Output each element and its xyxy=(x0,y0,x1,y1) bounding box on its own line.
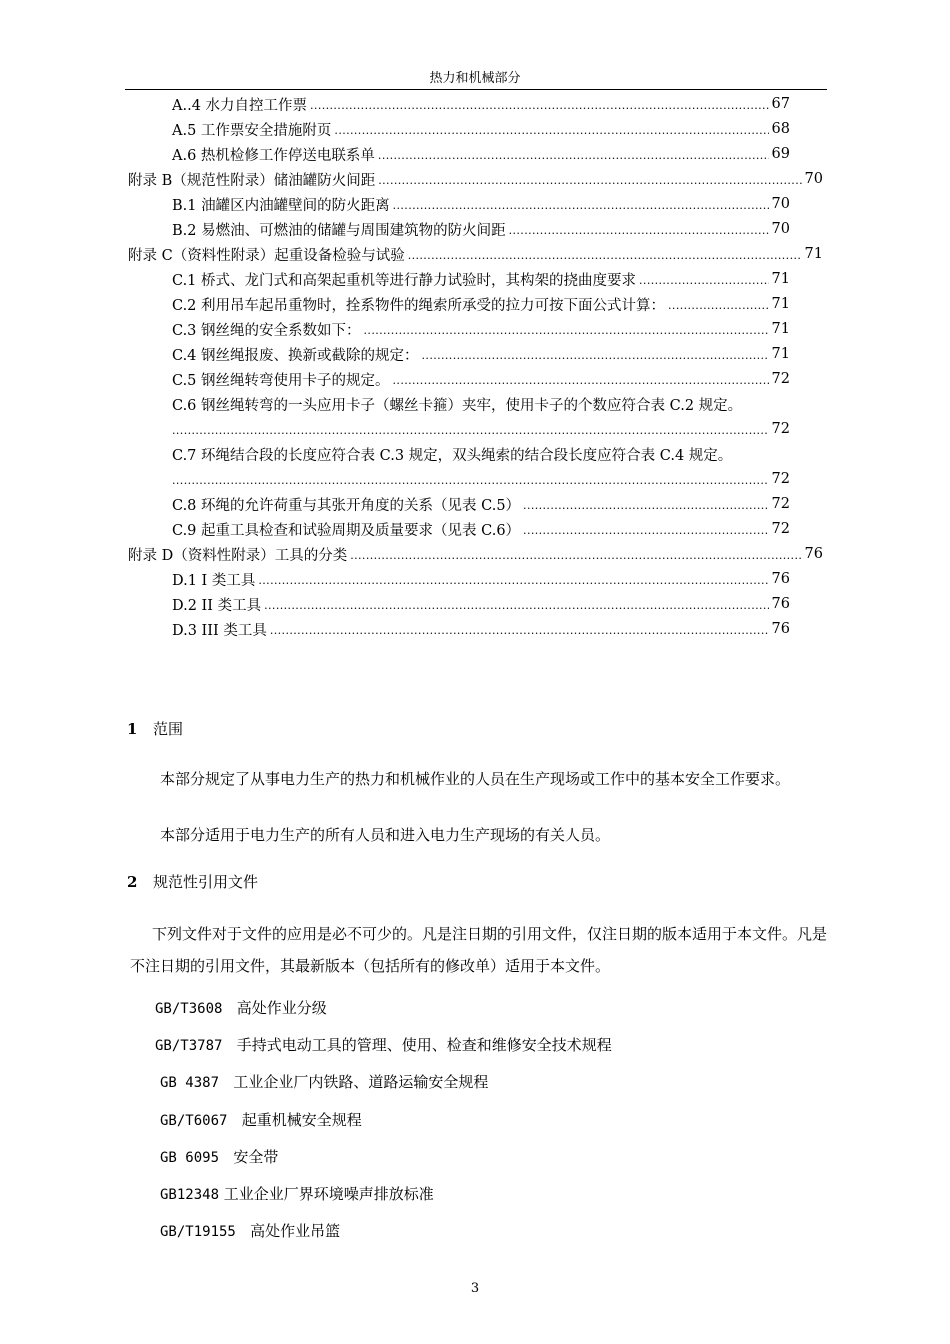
toc-entry[interactable] xyxy=(128,167,823,191)
toc-entry-text: B.2 易燃油、可燃油的储罐与周围建筑物的防火间距 xyxy=(172,222,506,239)
toc-entry-text: A..4 水力自控工作票 xyxy=(172,97,308,114)
toc-entry[interactable] xyxy=(172,592,790,616)
toc-entry-text: D.2 II 类工具 xyxy=(172,597,262,614)
toc-entry-text: C.5 钢丝绳转弯使用卡子的规定。 xyxy=(172,372,390,389)
header-rule xyxy=(125,89,827,90)
page-header: 热力和机械部分 xyxy=(429,71,521,86)
toc-entry[interactable] xyxy=(172,617,790,641)
reference-code: GB12348 xyxy=(160,1187,220,1203)
toc-entry[interactable] xyxy=(172,217,790,241)
toc-entry[interactable] xyxy=(172,267,790,291)
toc-entry[interactable] xyxy=(172,117,790,141)
section-1-paragraph-1: 本部分规定了从事电力生产的热力和机械作业的人员在生产现场或工作中的基本安全工作要求。 xyxy=(160,770,791,788)
section-2-paragraph: 下列文件对于文件的应用是必不可少的。凡是注日期的引用文件，仅注日期的版本适用于本文件。凡是不注日期的引用文件，其最新版本（包括所有的修改单）适用于本文件。 xyxy=(130,925,828,975)
toc-entry-text: C.7 环绳结合段的长度应符合表 C.3 规定，双头绳索的结合段长度应符合表 C.4 规定。 xyxy=(172,447,733,464)
toc-entry-page: 76 xyxy=(804,546,823,562)
toc-entry-text: C.1 桥式、龙门式和高架起重机等进行静力试验时，其构架的挠曲度要求 xyxy=(172,272,637,289)
reference-item xyxy=(160,1146,278,1169)
toc-entry-text: A.5 工作票安全措施附页 xyxy=(172,122,332,139)
toc-entry-text: D.3 III 类工具 xyxy=(172,622,267,639)
section-1-heading xyxy=(127,718,183,740)
toc-entry-page: 70 xyxy=(771,221,790,237)
reference-title: 高处作业分级 xyxy=(236,999,327,1017)
toc-entry-text: 附录 D（资料性附录）工具的分类 xyxy=(128,547,348,564)
toc-entry[interactable] xyxy=(172,342,790,366)
toc-entry-page: 67 xyxy=(771,96,790,112)
toc-entry-text: C.4 钢丝绳报废、换新或截除的规定： xyxy=(172,347,419,364)
toc-entry-text: B.1 油罐区内油罐壁间的防火距离 xyxy=(172,197,390,214)
toc-entry[interactable] xyxy=(172,317,790,341)
toc-entry[interactable] xyxy=(172,567,790,591)
toc-entry[interactable] xyxy=(172,367,790,391)
reference-title: 工业企业厂内铁路、道路运输安全规程 xyxy=(233,1073,489,1091)
toc-entry-text: D.1 I 类工具 xyxy=(172,572,256,589)
toc-entry-text: C.3 钢丝绳的安全系数如下： xyxy=(172,322,361,339)
toc-entry-page: 72 xyxy=(771,471,790,487)
section-number: 2 xyxy=(127,873,138,891)
toc-entry-page: 76 xyxy=(771,571,790,587)
toc-entry-page: 72 xyxy=(771,371,790,387)
toc-entry[interactable] xyxy=(128,542,823,566)
toc-entry-page: 72 xyxy=(771,521,790,537)
reference-item xyxy=(155,997,327,1020)
section-1-paragraph-2: 本部分适用于电力生产的所有人员和进入电力生产现场的有关人员。 xyxy=(160,826,611,844)
toc-entry[interactable] xyxy=(172,92,790,116)
section-title: 范围 xyxy=(153,720,184,738)
toc-entry-text: C.2 利用吊车起吊重物时，拴系物件的绳索所承受的拉力可按下面公式计算： xyxy=(172,297,666,314)
reference-code: GB/T6067 xyxy=(160,1113,228,1129)
reference-title: 起重机械安全规程 xyxy=(241,1111,362,1129)
reference-title: 安全带 xyxy=(233,1148,279,1166)
reference-code: GB/T3608 xyxy=(155,1001,223,1017)
toc-entry-page: 71 xyxy=(771,296,790,312)
reference-title: 高处作业吊篮 xyxy=(250,1222,341,1240)
reference-code: GB/T19155 xyxy=(160,1224,236,1240)
toc-entry-page: 68 xyxy=(771,121,790,137)
reference-code: GB/T3787 xyxy=(155,1038,223,1054)
toc-entry[interactable] xyxy=(172,142,790,166)
toc-entry-page: 69 xyxy=(771,146,790,162)
toc-entry-text: 附录 B（规范性附录）储油罐防火间距 xyxy=(128,172,376,189)
page-number: 3 xyxy=(470,1281,480,1296)
section-2-heading xyxy=(127,871,258,893)
toc-entry-page: 70 xyxy=(771,196,790,212)
reference-title: 工业企业厂界环境噪声排放标准 xyxy=(223,1185,434,1203)
toc-entry-page: 72 xyxy=(771,421,790,437)
reference-code: GB 4387 xyxy=(160,1075,220,1091)
toc-entry-page: 71 xyxy=(771,321,790,337)
toc-entry-text: C.8 环绳的允许荷重与其张开角度的关系（见表 C.5） xyxy=(172,497,521,514)
toc-entry-page: 71 xyxy=(804,246,823,262)
reference-item xyxy=(160,1109,362,1132)
toc-entry-page: 76 xyxy=(771,621,790,637)
section-title: 规范性引用文件 xyxy=(153,873,259,891)
reference-item xyxy=(160,1071,488,1094)
reference-title: 手持式电动工具的管理、使用、检查和维修安全技术规程 xyxy=(236,1036,612,1054)
toc-entry-page: 76 xyxy=(771,596,790,612)
toc-entry-page: 71 xyxy=(771,346,790,362)
toc-entry[interactable] xyxy=(172,492,790,516)
reference-item xyxy=(160,1183,434,1206)
toc-entry-text: A.6 热机检修工作停送电联系单 xyxy=(172,147,375,164)
section-number: 1 xyxy=(127,720,138,738)
toc-entry[interactable] xyxy=(128,242,823,266)
reference-code: GB 6095 xyxy=(160,1150,220,1166)
reference-item xyxy=(160,1220,340,1243)
toc-entry-page: 70 xyxy=(804,171,823,187)
toc-entry-page: 72 xyxy=(771,496,790,512)
toc-entry[interactable] xyxy=(172,192,790,216)
toc-entry-text: 附录 C（资料性附录）起重设备检验与试验 xyxy=(128,247,405,264)
toc-entry[interactable] xyxy=(172,517,790,541)
toc-entry-page: 71 xyxy=(771,271,790,287)
reference-item xyxy=(155,1034,612,1057)
toc-entry-text: C.6 钢丝绳转弯的一头应用卡子（螺丝卡箍）夹牢，使用卡子的个数应符合表 C.2 规定。 xyxy=(172,397,743,414)
toc-entry-text: C.9 起重工具检查和试验周期及质量要求（见表 C.6） xyxy=(172,522,521,539)
toc-entry[interactable] xyxy=(172,292,790,316)
